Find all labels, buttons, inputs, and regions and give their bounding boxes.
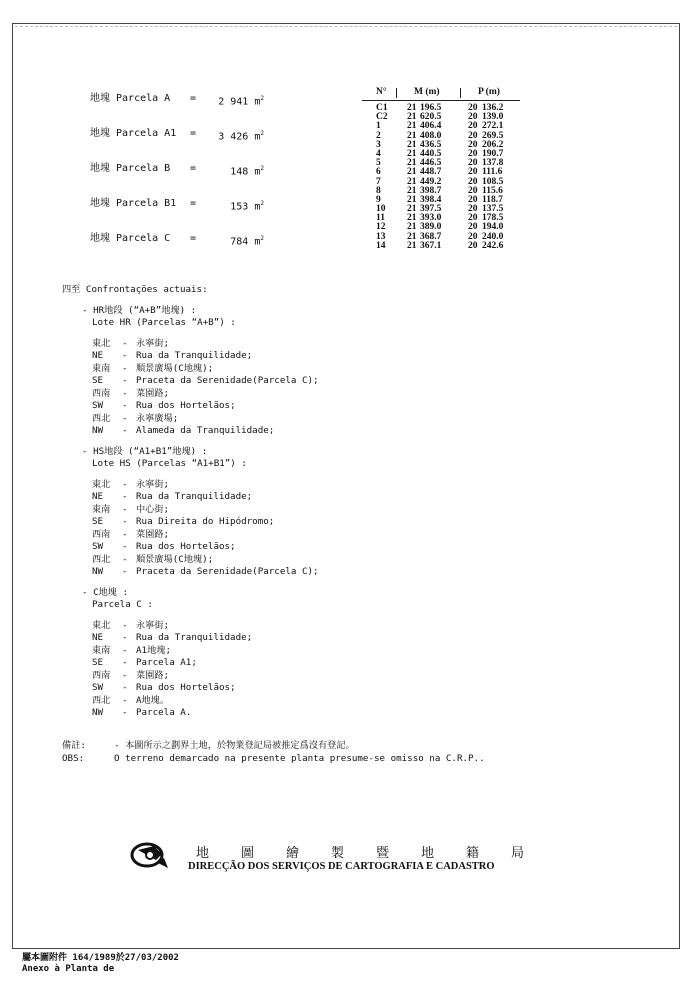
point-id: 12 (376, 222, 386, 233)
point-id: 8 (376, 185, 381, 196)
bureau-char: 圖 (241, 846, 255, 861)
point-id: 2 (376, 130, 381, 141)
boundary-line (62, 566, 319, 579)
m-value: 397.5 (420, 204, 442, 215)
boundary-dash: - (122, 657, 128, 668)
m-prefix: 21 (407, 121, 417, 132)
boundary-value: Rua da Tranquilidade; (136, 632, 253, 643)
confrontation-section (62, 587, 319, 720)
boundary-direction: SE (92, 657, 104, 668)
area-equals: = (190, 128, 197, 139)
boundary-value: 永寧街; (136, 337, 170, 349)
annex-line1: 屬本圖附件 164/1989於27/03/2002 (22, 953, 179, 963)
header-n: N° (376, 87, 387, 97)
m-value: 393.0 (420, 213, 442, 224)
boundary-direction: 東南 (92, 503, 111, 515)
m-value: 408.0 (420, 130, 442, 141)
m-value: 449.2 (420, 176, 442, 187)
p-value: 194.0 (482, 222, 504, 233)
m-value: 448.7 (420, 167, 442, 178)
confrontations-sections (62, 305, 319, 720)
annex-note (22, 953, 179, 975)
boundary-line (62, 632, 319, 645)
m-value: 620.5 (420, 112, 442, 123)
area-equals: = (190, 233, 197, 244)
boundary-dash: - (122, 682, 128, 693)
p-value: 269.5 (482, 130, 504, 141)
boundary-value: 菜園路; (136, 528, 170, 540)
m-value: 389.0 (420, 222, 442, 233)
p-prefix: 20 (468, 112, 478, 123)
m-value: 440.5 (420, 148, 442, 159)
boundary-line (62, 707, 319, 720)
boundary-direction: SE (92, 375, 104, 386)
p-value: 115.6 (482, 185, 503, 196)
p-value: 137.5 (482, 204, 504, 215)
boundary-line (62, 645, 319, 658)
point-id: 13 (376, 231, 386, 242)
boundary-value: Praceta da Serenidade(Parcela C); (136, 375, 319, 386)
boundary-direction: 西南 (92, 387, 111, 399)
boundary-dash: - (122, 362, 128, 374)
boundary-line (62, 479, 319, 492)
boundary-direction: SW (92, 541, 104, 552)
boundary-dash: - (122, 350, 128, 361)
dscc-logo (130, 840, 170, 870)
boundary-value: 菜園路; (136, 669, 170, 681)
m-prefix: 21 (407, 231, 417, 242)
boundary-dash: - (122, 516, 128, 527)
boundary-direction: 東南 (92, 362, 111, 374)
note-zh: 備註: - 本圖所示之劃界土地，於物業登記局被推定爲沒有登記。 (62, 740, 355, 751)
boundary-dash: - (122, 503, 128, 515)
confrontations-block (62, 284, 319, 720)
header-p: P (m) (478, 87, 500, 97)
boundary-dash: - (122, 669, 128, 681)
section-head-zh: - HR地段 (“A+B”地塊) : (82, 304, 197, 316)
p-value: 139.0 (482, 112, 504, 123)
area-label: 地塊 Parcela B (90, 163, 171, 174)
m-prefix: 21 (407, 139, 417, 150)
boundary-line (62, 491, 319, 504)
boundary-line (62, 695, 319, 708)
boundary-value: Rua da Tranquilidade; (136, 491, 253, 502)
p-value: 178.5 (482, 213, 504, 224)
boundary-line (62, 516, 319, 529)
annex-line2: Anexo à Planta de (22, 964, 115, 974)
boundary-direction: SE (92, 516, 104, 527)
m-prefix: 21 (407, 130, 417, 141)
m-prefix: 21 (407, 213, 417, 224)
m-prefix: 21 (407, 158, 417, 169)
boundary-value: 中心街; (136, 503, 170, 515)
boundary-dash: - (122, 707, 128, 718)
boundary-direction: 東北 (92, 478, 111, 490)
boundary-direction: 西北 (92, 412, 111, 424)
boundary-line (62, 413, 319, 426)
boundary-dash: - (122, 619, 128, 631)
boundary-direction: 西南 (92, 528, 111, 540)
boundary-dash: - (122, 478, 128, 490)
m-value: 398.7 (420, 185, 442, 196)
boundary-line (62, 375, 319, 388)
boundary-line (62, 400, 319, 413)
header-m: M (m) (414, 87, 440, 97)
point-id: 1 (376, 121, 381, 132)
point-id: 14 (376, 240, 386, 251)
p-value: 240.0 (482, 231, 504, 242)
p-value: 206.2 (482, 139, 504, 150)
m-value: 406.4 (420, 121, 442, 132)
boundary-value: Rua da Tranquilidade; (136, 350, 253, 361)
p-prefix: 20 (468, 185, 478, 196)
area-value: 3 426 $m^2$ (218, 130, 264, 143)
boundary-line (62, 350, 319, 363)
boundary-direction: 東南 (92, 644, 111, 656)
area-label: 地塊 Parcela A1 (90, 128, 177, 139)
p-prefix: 20 (468, 130, 478, 141)
m-prefix: 21 (407, 240, 417, 251)
section-head-pt: Parcela C : (92, 599, 153, 610)
boundary-direction: 西北 (92, 553, 111, 565)
boundary-dash: - (122, 412, 128, 424)
p-prefix: 20 (468, 167, 478, 178)
area-label: 地塊 Parcela B1 (90, 198, 177, 209)
m-prefix: 21 (407, 204, 417, 215)
boundary-line (62, 363, 319, 376)
p-prefix: 20 (468, 222, 478, 233)
m-value: 367.1 (420, 240, 442, 251)
m-prefix: 21 (407, 176, 417, 187)
bureau-char: 籍 (466, 846, 480, 861)
boundary-dash: - (122, 632, 128, 643)
area-label: 地塊 Parcela A (90, 93, 171, 104)
header-separator (396, 88, 397, 98)
area-equals: = (190, 163, 197, 174)
point-id: 5 (376, 158, 381, 169)
p-prefix: 20 (468, 240, 478, 251)
boundary-direction: NW (92, 566, 104, 577)
boundary-value: Praceta da Serenidade(Parcela C); (136, 566, 319, 577)
p-prefix: 20 (468, 121, 478, 132)
m-value: 436.5 (420, 139, 442, 150)
p-value: 108.5 (482, 176, 504, 187)
boundary-value: 順景廣場(C地塊); (136, 553, 214, 565)
confrontation-section (62, 305, 319, 438)
boundary-value: Rua dos Hortelãos; (136, 682, 236, 693)
boundary-value: Rua dos Hortelãos; (136, 541, 236, 552)
bureau-char: 暨 (376, 846, 390, 861)
m-prefix: 21 (407, 148, 417, 159)
boundary-direction: 西北 (92, 694, 111, 706)
boundary-direction: NE (92, 491, 104, 502)
boundary-value: 永寧廣場; (136, 412, 179, 424)
coordinates-table (362, 88, 520, 251)
boundary-direction: NE (92, 632, 104, 643)
section-head-pt: Lote HS (Parcelas “A1+B1”) : (92, 458, 247, 469)
point-id: 6 (376, 167, 381, 178)
boundary-dash: - (122, 375, 128, 386)
area-value: 148 $m^2$ (230, 165, 264, 178)
m-prefix: 21 (407, 112, 417, 123)
m-value: 446.5 (420, 158, 442, 169)
boundary-dash: - (122, 387, 128, 399)
boundary-line (62, 425, 319, 438)
section-head-zh: - HS地段 (“A1+B1”地塊) : (82, 445, 208, 457)
boundary-line (62, 338, 319, 351)
p-value: 137.8 (482, 158, 504, 169)
p-prefix: 20 (468, 139, 478, 150)
confrontation-section (62, 446, 319, 579)
m-prefix: 21 (407, 103, 417, 113)
point-id: 9 (376, 194, 381, 205)
area-label: 地塊 Parcela C (90, 233, 171, 244)
p-value: 190.7 (482, 148, 504, 159)
boundary-direction: 東北 (92, 337, 111, 349)
boundary-line (62, 554, 319, 567)
boundary-value: Parcela A. (136, 707, 192, 718)
boundary-dash: - (122, 553, 128, 565)
boundary-direction: SW (92, 682, 104, 693)
boundary-dash: - (122, 566, 128, 577)
bureau-char: 繪 (286, 846, 300, 861)
note-pt: OBS: O terreno demarcado na presente planta presume-se omisso na C.R.P.. (62, 752, 485, 764)
m-value: 398.4 (420, 194, 442, 205)
p-prefix: 20 (468, 176, 478, 187)
p-prefix: 20 (468, 148, 478, 159)
boundary-dash: - (122, 400, 128, 411)
point-id: 3 (376, 139, 381, 150)
boundary-value: Parcela A1; (136, 657, 197, 668)
boundary-value: 永寧街; (136, 619, 170, 631)
bureau-name-pt: DIRECÇÃO DOS SERVIÇOS DE CARTOGRAFIA E CADASTRO (188, 861, 495, 872)
p-prefix: 20 (468, 231, 478, 242)
area-equals: = (190, 198, 197, 209)
boundary-direction: 西南 (92, 669, 111, 681)
section-head-zh: - C地塊 : (82, 586, 129, 598)
m-prefix: 21 (407, 185, 417, 196)
boundary-direction: NW (92, 707, 104, 718)
boundary-line (62, 670, 319, 683)
boundary-dash: - (122, 528, 128, 540)
coordinates-rows (362, 104, 520, 251)
bureau-char: 局 (511, 846, 525, 861)
p-value: 111.6 (482, 167, 503, 178)
boundary-line (62, 541, 319, 554)
boundary-dash: - (122, 541, 128, 552)
p-prefix: 20 (468, 158, 478, 169)
boundary-value: 順景廣場(C地塊); (136, 362, 214, 374)
area-value: 153 $m^2$ (230, 200, 264, 213)
m-value: 368.7 (420, 231, 442, 242)
p-value: 242.6 (482, 240, 504, 251)
confrontations-title: 四至 Confrontações actuais: (62, 284, 208, 295)
boundary-direction: NW (92, 425, 104, 436)
boundary-dash: - (122, 694, 128, 706)
boundary-line (62, 620, 319, 633)
boundary-dash: - (122, 644, 128, 656)
p-prefix: 20 (468, 213, 478, 224)
area-value: 784 $m^2$ (230, 235, 264, 248)
p-value: 118.7 (482, 194, 503, 205)
area-equals: = (190, 93, 197, 104)
point-id: C2 (376, 112, 388, 123)
boundary-line (62, 529, 319, 542)
point-id: 7 (376, 176, 381, 187)
boundary-direction: NE (92, 350, 104, 361)
boundary-dash: - (122, 337, 128, 349)
point-id: C1 (376, 103, 388, 113)
bureau-char: 地 (196, 846, 210, 861)
m-value: 196.5 (420, 103, 442, 113)
bureau-char: 地 (421, 846, 435, 861)
notes-block (62, 740, 485, 765)
p-prefix: 20 (468, 194, 478, 205)
p-value: 272.1 (482, 121, 504, 132)
boundary-value: A1地塊; (136, 644, 171, 656)
point-id: 11 (376, 213, 385, 224)
boundary-value: Rua Direita do Hipódromo; (136, 516, 275, 527)
boundary-line (62, 657, 319, 670)
bureau-name-zh (196, 842, 556, 861)
point-id: 4 (376, 148, 381, 159)
boundary-value: Alameda da Tranquilidade; (136, 425, 275, 436)
p-prefix: 20 (468, 204, 478, 215)
boundary-line (62, 388, 319, 401)
m-prefix: 21 (407, 167, 417, 178)
boundary-direction: 東北 (92, 619, 111, 631)
section-head-pt: Lote HR (Parcelas “A+B”) : (92, 317, 236, 328)
boundary-value: Rua dos Hortelãos; (136, 400, 236, 411)
boundary-dash: - (122, 425, 128, 436)
coordinates-header (362, 88, 520, 101)
boundary-value: A地塊。 (136, 694, 170, 706)
boundary-dash: - (122, 491, 128, 502)
coordinate-row (362, 242, 520, 251)
boundary-value: 永寧街; (136, 478, 170, 490)
p-prefix: 20 (468, 103, 478, 113)
m-prefix: 21 (407, 194, 417, 205)
boundary-direction: SW (92, 400, 104, 411)
boundary-value: 菜園路; (136, 387, 170, 399)
point-id: 10 (376, 204, 386, 215)
boundary-line (62, 682, 319, 695)
header-separator (460, 88, 461, 98)
p-value: 136.2 (482, 103, 504, 113)
bureau-char: 製 (331, 846, 345, 861)
m-prefix: 21 (407, 222, 417, 233)
area-value: 2 941 $m^2$ (218, 95, 264, 108)
boundary-line (62, 504, 319, 517)
